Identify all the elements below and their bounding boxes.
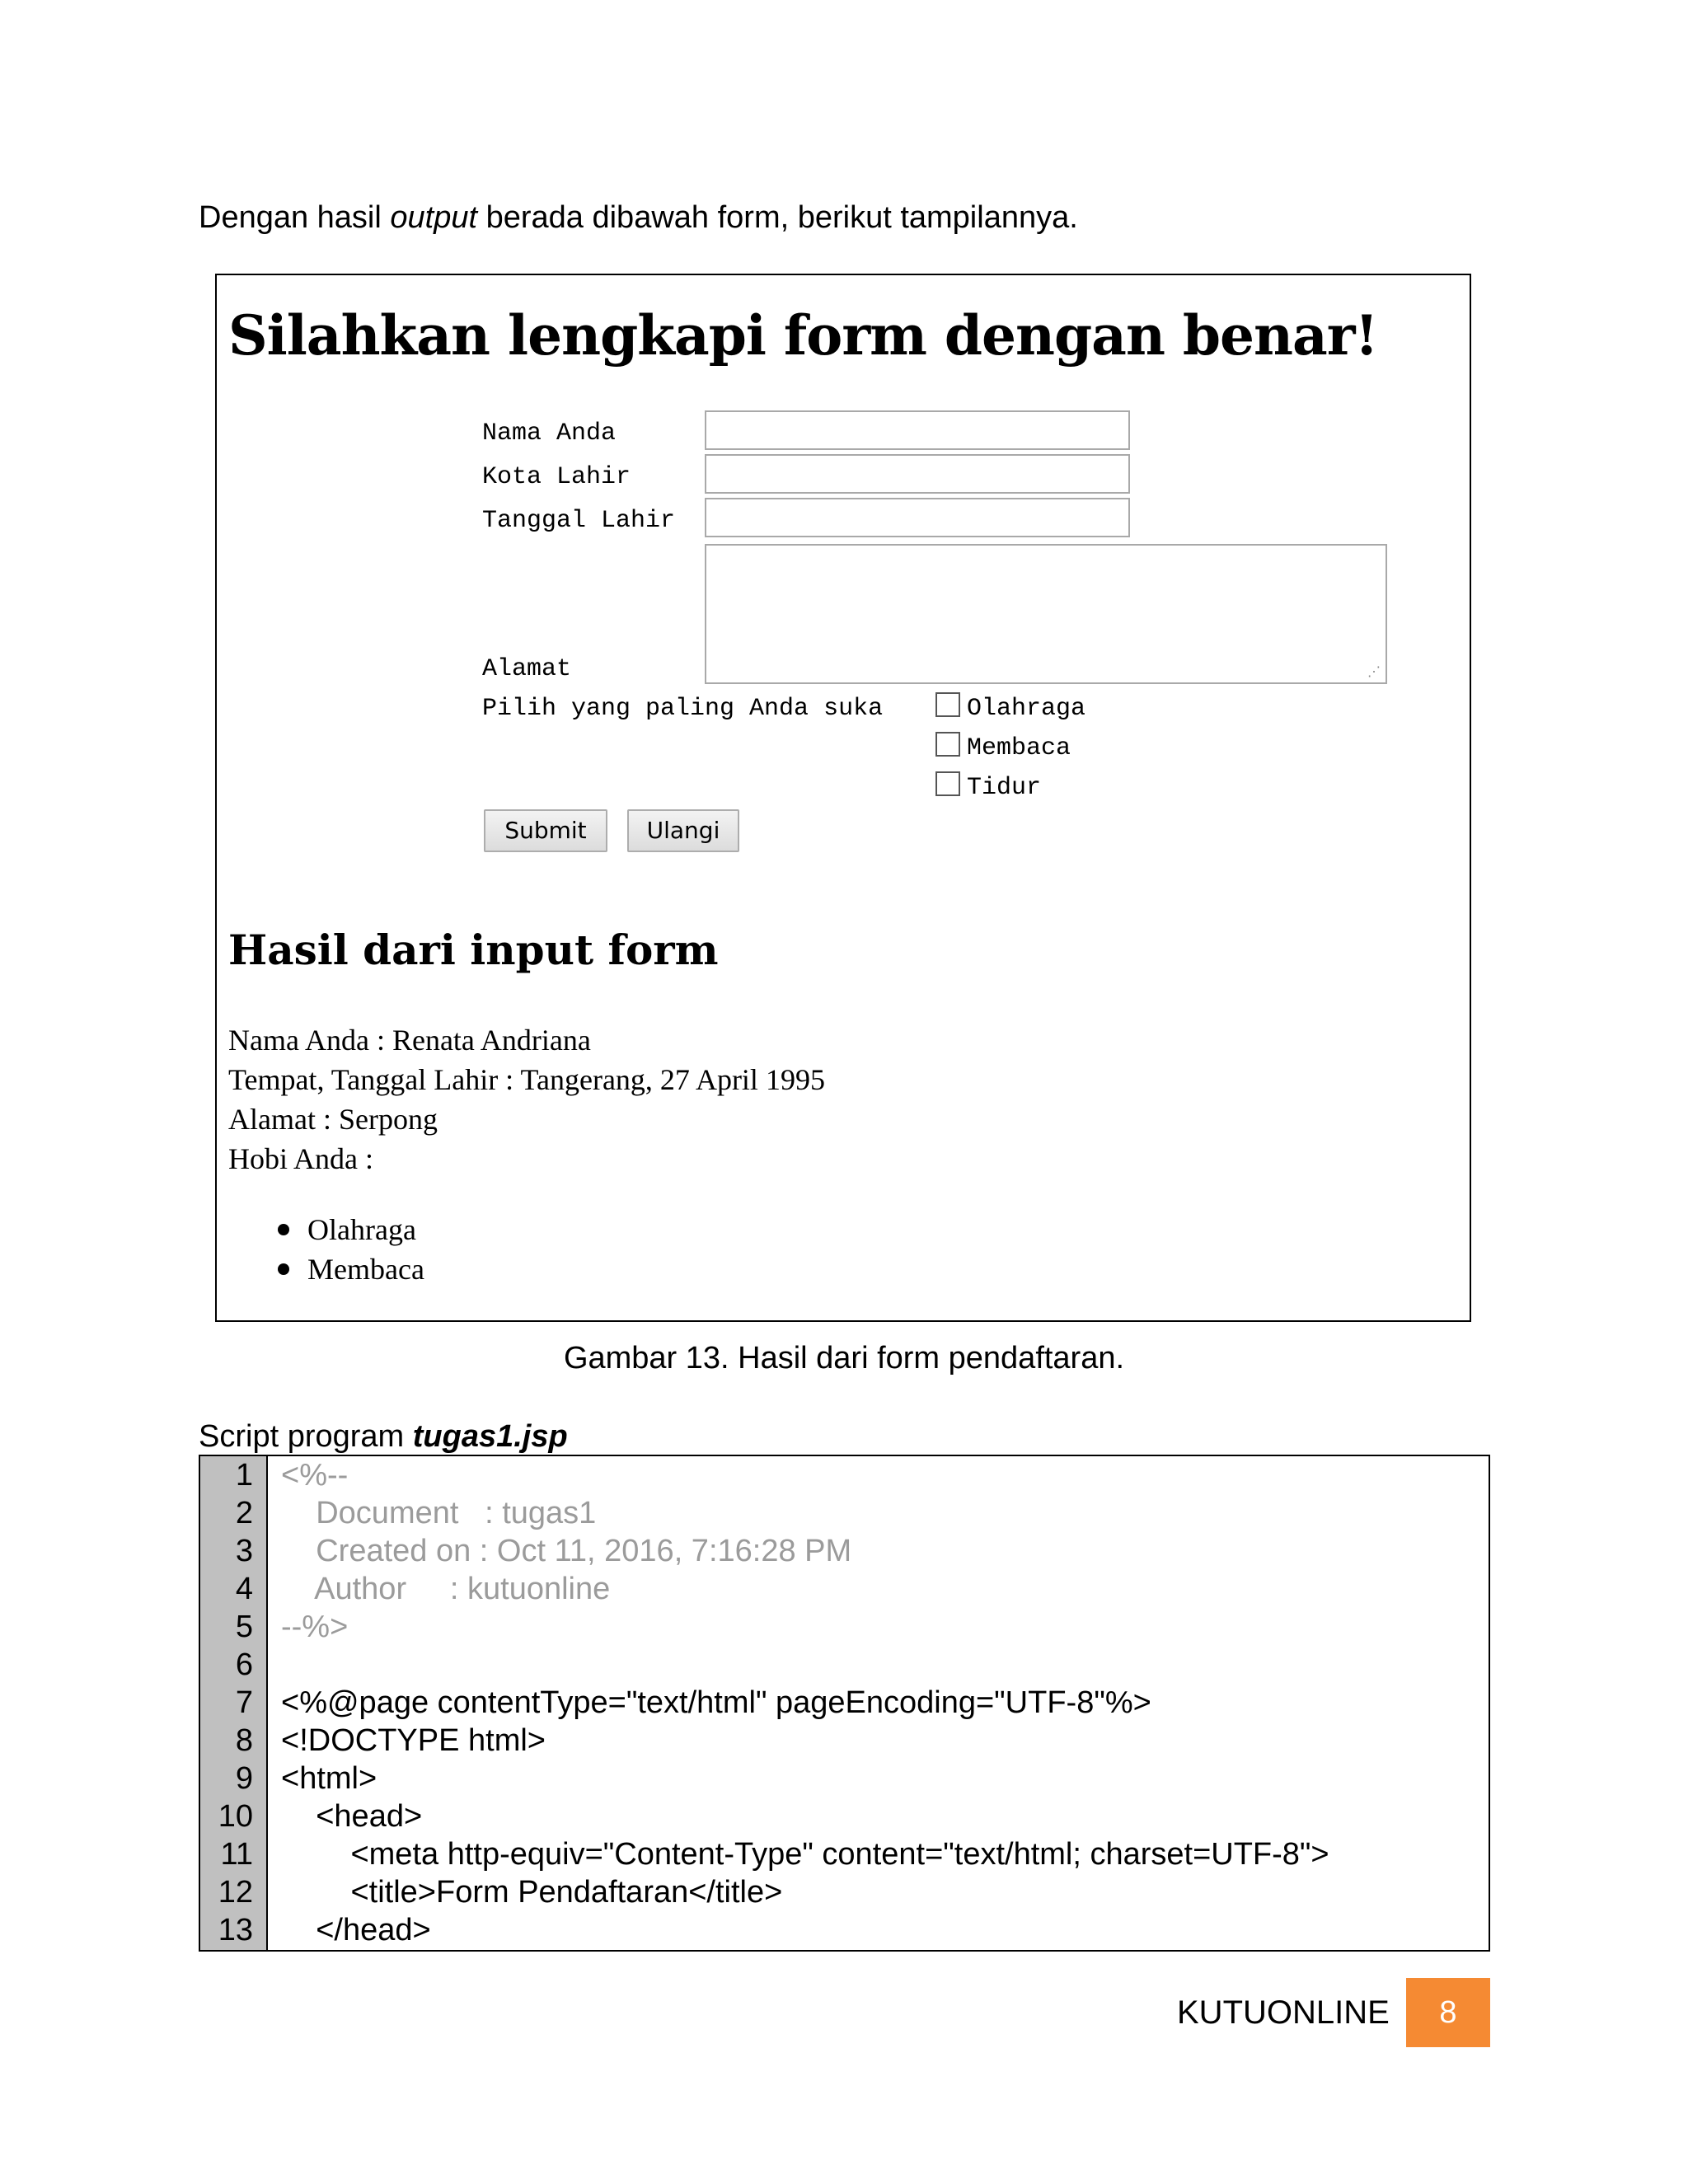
kota-input[interactable] (705, 454, 1130, 494)
checkbox-tidur[interactable] (935, 771, 960, 796)
line-number: 3 (235, 1534, 253, 1568)
checkbox-label-tidur: Tidur (967, 774, 1042, 802)
resize-grip-icon[interactable]: ⋰ (1367, 665, 1381, 679)
code-line: <%@page contentType="text/html" pageEncoding="UTF-8"%> (281, 1685, 1151, 1720)
line-number: 6 (235, 1647, 253, 1682)
code-line: Author : kutuonline (281, 1572, 611, 1606)
line-number: 5 (235, 1610, 253, 1644)
line-number: 2 (235, 1496, 253, 1530)
checkbox-label-olahraga: Olahraga (967, 695, 1086, 723)
code-line: Created on : Oct 11, 2016, 7:16:28 PM (281, 1534, 852, 1568)
line-number: 13 (218, 1913, 253, 1947)
line-number: 4 (235, 1572, 253, 1606)
line-number-gutter (200, 1456, 268, 1950)
code-line: <title>Form Pendaftaran</title> (281, 1875, 783, 1910)
script-filename: tugas1.jsp (412, 1419, 568, 1454)
code-line: <meta http-equiv="Content-Type" content="text/html; charset=UTF-8"> (281, 1837, 1329, 1872)
alamat-label: Alamat (482, 655, 572, 683)
code-line: <head> (281, 1799, 423, 1834)
reset-button[interactable]: Ulangi (627, 809, 739, 852)
result-alamat: Alamat : Serpong (228, 1103, 438, 1136)
kota-label: Kota Lahir (482, 463, 631, 491)
tanggal-label: Tanggal Lahir (482, 507, 676, 535)
line-number: 11 (220, 1837, 253, 1872)
form-title: Silahkan lengkapi form dengan benar! (228, 303, 1378, 368)
bullet-icon (278, 1224, 289, 1235)
code-line: <!DOCTYPE html> (281, 1723, 546, 1758)
code-line: --%> (281, 1610, 349, 1644)
code-listing (199, 1455, 1490, 1952)
script-label-prefix: Script program (199, 1419, 413, 1454)
submit-button[interactable]: Submit (484, 809, 607, 852)
checkbox-olahraga[interactable] (935, 692, 960, 717)
intro-text-after: berada dibawah form, berikut tampilannya. (477, 200, 1078, 235)
footer-brand: KUTUONLINE (1177, 1994, 1390, 2031)
line-number: 7 (235, 1685, 253, 1720)
line-number: 8 (235, 1723, 253, 1758)
result-nama: Nama Anda : Renata Andriana (228, 1024, 591, 1057)
nama-input[interactable] (705, 410, 1130, 450)
code-line: Document : tugas1 (281, 1496, 597, 1530)
pilih-label: Pilih yang paling Anda suka (482, 695, 884, 723)
code-line: <html> (281, 1761, 377, 1796)
intro-emphasis: output (390, 200, 478, 235)
line-number: 9 (235, 1761, 253, 1796)
figure-caption: Gambar 13. Hasil dari form pendaftaran. (563, 1341, 1125, 1376)
page-number: 8 (1406, 1978, 1490, 2047)
code-line: <%-- (281, 1458, 349, 1493)
nama-label: Nama Anda (482, 419, 617, 448)
bullet-icon (278, 1263, 289, 1275)
tanggal-input[interactable] (705, 498, 1130, 537)
alamat-textarea[interactable] (705, 544, 1387, 684)
hobby-item: Olahraga (307, 1213, 416, 1246)
result-title: Hasil dari input form (228, 926, 719, 974)
intro-paragraph (199, 196, 1078, 239)
code-line: </head> (281, 1913, 431, 1947)
line-number: 10 (218, 1799, 253, 1834)
checkbox-label-membaca: Membaca (967, 734, 1071, 762)
result-hobi-heading: Hobi Anda : (228, 1142, 373, 1175)
result-tempat-tanggal: Tempat, Tanggal Lahir : Tangerang, 27 April 1995 (228, 1063, 825, 1096)
script-label (199, 1415, 568, 1458)
form-screenshot-figure (215, 274, 1471, 1322)
intro-text-before: Dengan hasil (199, 200, 391, 235)
checkbox-membaca[interactable] (935, 732, 960, 757)
line-number: 12 (218, 1875, 253, 1910)
line-number: 1 (235, 1458, 253, 1493)
hobby-item: Membaca (307, 1253, 424, 1286)
